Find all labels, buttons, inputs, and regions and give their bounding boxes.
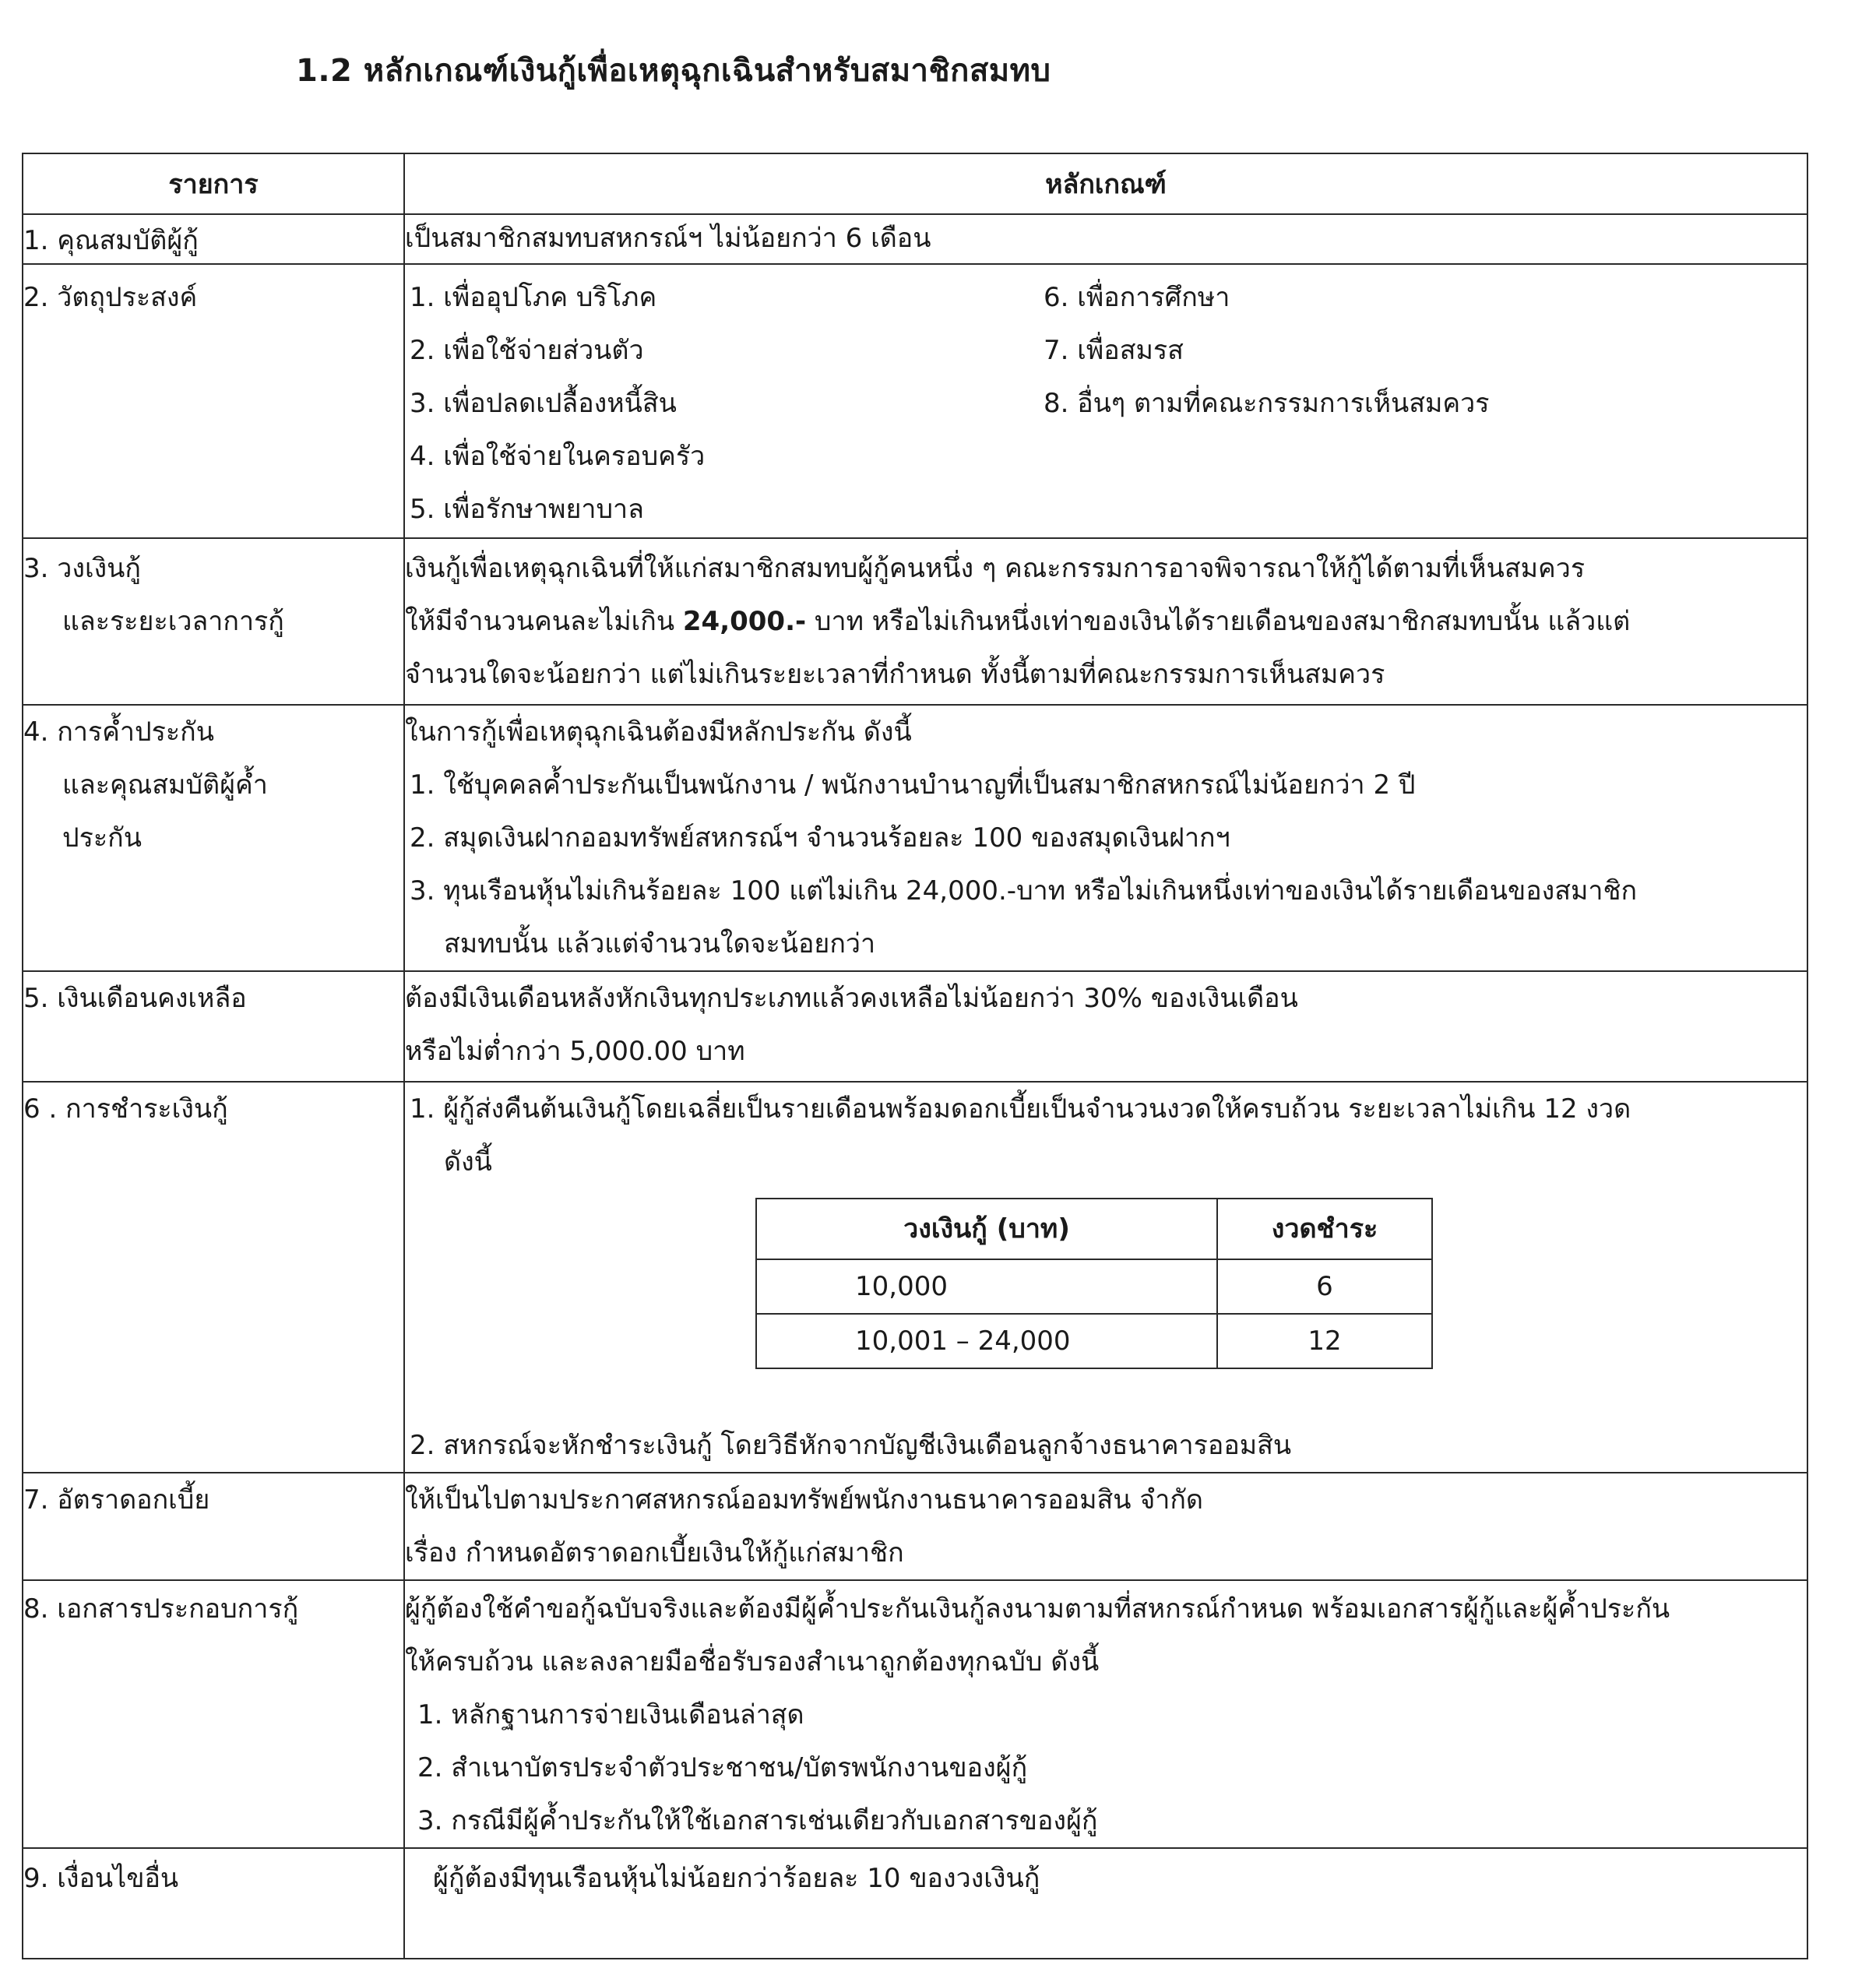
list-item-continuation: ดังนี้ [444, 1146, 492, 1178]
item-text: 5. เงินเดือนคงเหลือ [23, 983, 247, 1014]
item-text: 8. เอกสารประกอบการกู้ [23, 1593, 299, 1625]
criteria-line: เงินกู้เพื่อเหตุฉุกเฉินที่ให้แก่สมาชิกสมทบผู้กู้คนหนึ่ง ๆ คณะกรรมการอาจพิจารณาให้กู้ได้ตามที่เห็นสมควร [405, 553, 1586, 584]
item-text: 2. วัตถุประสงค์ [23, 282, 198, 313]
table-row [756, 1314, 1432, 1368]
table-row [23, 538, 1807, 705]
list-item: 2. เพื่อใช้จ่ายส่วนตัว [410, 335, 644, 366]
table-row [23, 705, 1807, 971]
table-row [756, 1259, 1432, 1314]
purpose-column-left [405, 271, 1044, 536]
item-text: 1. คุณสมบัติผู้กู้ [23, 225, 199, 256]
row-item-label [23, 1082, 404, 1473]
purpose-list [405, 271, 1807, 536]
table-row [23, 1580, 1807, 1848]
purpose-column-right [1044, 271, 1807, 536]
table-row [23, 264, 1807, 538]
list-item: 1. ใช้บุคคลค้ำประกันเป็นพนักงาน / พนักงานบำนาญที่เป็นสมาชิกสหกรณ์ไม่น้อยกว่า 2 ปี [410, 769, 1416, 801]
row-item-label [23, 1580, 404, 1848]
row-criteria [404, 1848, 1807, 1959]
table-row [23, 1848, 1807, 1959]
row-criteria [404, 705, 1807, 971]
row-criteria [404, 538, 1807, 705]
installment-table [755, 1198, 1433, 1369]
row-item-label [23, 538, 404, 705]
criteria-line: ผู้กู้ต้องใช้คำขอกู้ฉบับจริงและต้องมีผู้ค้ำประกันเงินกู้ลงนามตามที่สหกรณ์กำหนด พร้อมเอกสารผู้กู้และผู้ค้ำประกัน [405, 1593, 1670, 1625]
installment-header-count: งวดชำระ [1217, 1199, 1432, 1259]
list-item: 3. กรณีมีผู้ค้ำประกันให้ใช้เอกสารเช่นเดียวกับเอกสารของผู้กู้ [417, 1805, 1098, 1836]
list-item: 3. เพื่อปลดเปลื้องหนี้สิน [410, 388, 677, 419]
table-row [23, 214, 1807, 264]
row-item-label [23, 1473, 404, 1580]
table-header-row [23, 153, 1807, 214]
row-criteria [404, 214, 1807, 264]
list-item: 1. ผู้กู้ส่งคืนต้นเงินกู้โดยเฉลี่ยเป็นรายเดือนพร้อมดอกเบี้ยเป็นจำนวนงวดให้ครบถ้วน ระยะเวลาไม่เกิน 12 งวด [410, 1093, 1631, 1125]
criteria-line: ในการกู้เพื่อเหตุฉุกเฉินต้องมีหลักประกัน ดังนี้ [405, 716, 912, 748]
row-criteria [404, 264, 1807, 538]
loan-limit-amount: 24,000.- [682, 606, 807, 637]
list-item: 1. หลักฐานการจ่ายเงินเดือนล่าสุด [417, 1699, 804, 1730]
row-criteria [404, 1473, 1807, 1580]
criteria-line: ต้องมีเงินเดือนหลังหักเงินทุกประเภทแล้วคงเหลือไม่น้อยกว่า 30% ของเงินเดือน [405, 983, 1298, 1014]
item-text: 4. การค้ำประกัน [23, 716, 214, 748]
list-item-continuation: สมทบนั้น แล้วแต่จำนวนใดจะน้อยกว่า [444, 928, 876, 959]
item-text: 6 . การชำระเงินกู้ [23, 1093, 228, 1125]
criteria-line: หรือไม่ต่ำกว่า 5,000.00 บาท [405, 1036, 745, 1067]
list-item: 2. สหกรณ์จะหักชำระเงินกู้ โดยวิธีหักจากบัญชีเงินเดือนลูกจ้างธนาคารออมสิน [410, 1430, 1292, 1461]
criteria-line: เป็นสมาชิกสมทบสหกรณ์ฯ ไม่น้อยกว่า 6 เดือน [405, 223, 931, 254]
installment-amount: 10,001 – 24,000 [756, 1314, 1217, 1368]
installment-header-amount: วงเงินกู้ (บาท) [756, 1199, 1217, 1259]
installment-amount: 10,000 [756, 1259, 1217, 1314]
item-text: และคุณสมบัติผู้ค้ำ [62, 769, 268, 801]
header-item: รายการ [23, 153, 404, 214]
criteria-line: ให้ครบถ้วน และลงลายมือชื่อรับรองสำเนาถูกต้องทุกฉบับ ดังนี้ [405, 1646, 1100, 1678]
table-row [23, 1473, 1807, 1580]
table-row [23, 1082, 1807, 1473]
list-item: 6. เพื่อการศึกษา [1044, 282, 1230, 313]
criteria-line: จำนวนใดจะน้อยกว่า แต่ไม่เกินระยะเวลาที่กำหนด ทั้งนี้ตามที่คณะกรรมการเห็นสมควร [405, 659, 1385, 690]
row-item-label [23, 264, 404, 538]
criteria-line [405, 595, 1807, 648]
list-item: 8. อื่นๆ ตามที่คณะกรรมการเห็นสมควร [1044, 388, 1490, 419]
table-row [23, 971, 1807, 1082]
criteria-line: เรื่อง กำหนดอัตราดอกเบี้ยเงินให้กู้แก่สมาชิก [405, 1537, 904, 1568]
row-criteria [404, 1082, 1807, 1473]
list-item: 2. สำเนาบัตรประจำตัวประชาชน/บัตรพนักงานของผู้กู้ [417, 1752, 1028, 1783]
installment-count: 6 [1217, 1259, 1432, 1314]
item-text: และระยะเวลาการกู้ [62, 606, 284, 637]
list-item: 1. เพื่ออุปโภค บริโภค [410, 282, 657, 313]
row-item-label [23, 1848, 404, 1959]
list-item: 4. เพื่อใช้จ่ายในครอบครัว [410, 441, 706, 472]
item-text: 7. อัตราดอกเบี้ย [23, 1484, 210, 1516]
row-criteria [404, 1580, 1807, 1848]
list-item: 2. สมุดเงินฝากออมทรัพย์สหกรณ์ฯ จำนวนร้อยละ 100 ของสมุดเงินฝากฯ [410, 822, 1230, 854]
header-criteria: หลักเกณฑ์ [404, 153, 1807, 214]
page-title: 1.2 หลักเกณฑ์เงินกู้เพื่อเหตุฉุกเฉินสำหรับสมาชิกสมทบ [296, 53, 1051, 89]
item-text: 3. วงเงินกู้ [23, 553, 141, 584]
installment-header-row [756, 1199, 1432, 1259]
criteria-text: ให้มีจำนวนคนละไม่เกิน [405, 606, 683, 637]
list-item: 7. เพื่อสมรส [1044, 335, 1184, 366]
criteria-line: ผู้กู้ต้องมีทุนเรือนหุ้นไม่น้อยกว่าร้อยละ 10 ของวงเงินกู้ [433, 1863, 1040, 1894]
installment-count: 12 [1217, 1314, 1432, 1368]
list-item: 5. เพื่อรักษาพยาบาล [410, 494, 644, 525]
row-item-label [23, 705, 404, 971]
criteria-table [22, 153, 1808, 1959]
row-criteria [404, 971, 1807, 1082]
row-item-label [23, 971, 404, 1082]
item-text: 9. เงื่อนไขอื่น [23, 1863, 179, 1894]
criteria-text: บาท หรือไม่เกินหนึ่งเท่าของเงินได้รายเดือนของสมาชิกสมทบนั้น แล้วแต่ [806, 606, 1631, 637]
list-item: 3. ทุนเรือนหุ้นไม่เกินร้อยละ 100 แต่ไม่เกิน 24,000.-บาท หรือไม่เกินหนึ่งเท่าของเงินได้รายเดือนของสมาชิก [410, 875, 1638, 907]
item-text: ประกัน [62, 822, 142, 854]
row-item-label [23, 214, 404, 264]
criteria-line: ให้เป็นไปตามประกาศสหกรณ์ออมทรัพย์พนักงานธนาคารออมสิน จำกัด [405, 1484, 1203, 1516]
